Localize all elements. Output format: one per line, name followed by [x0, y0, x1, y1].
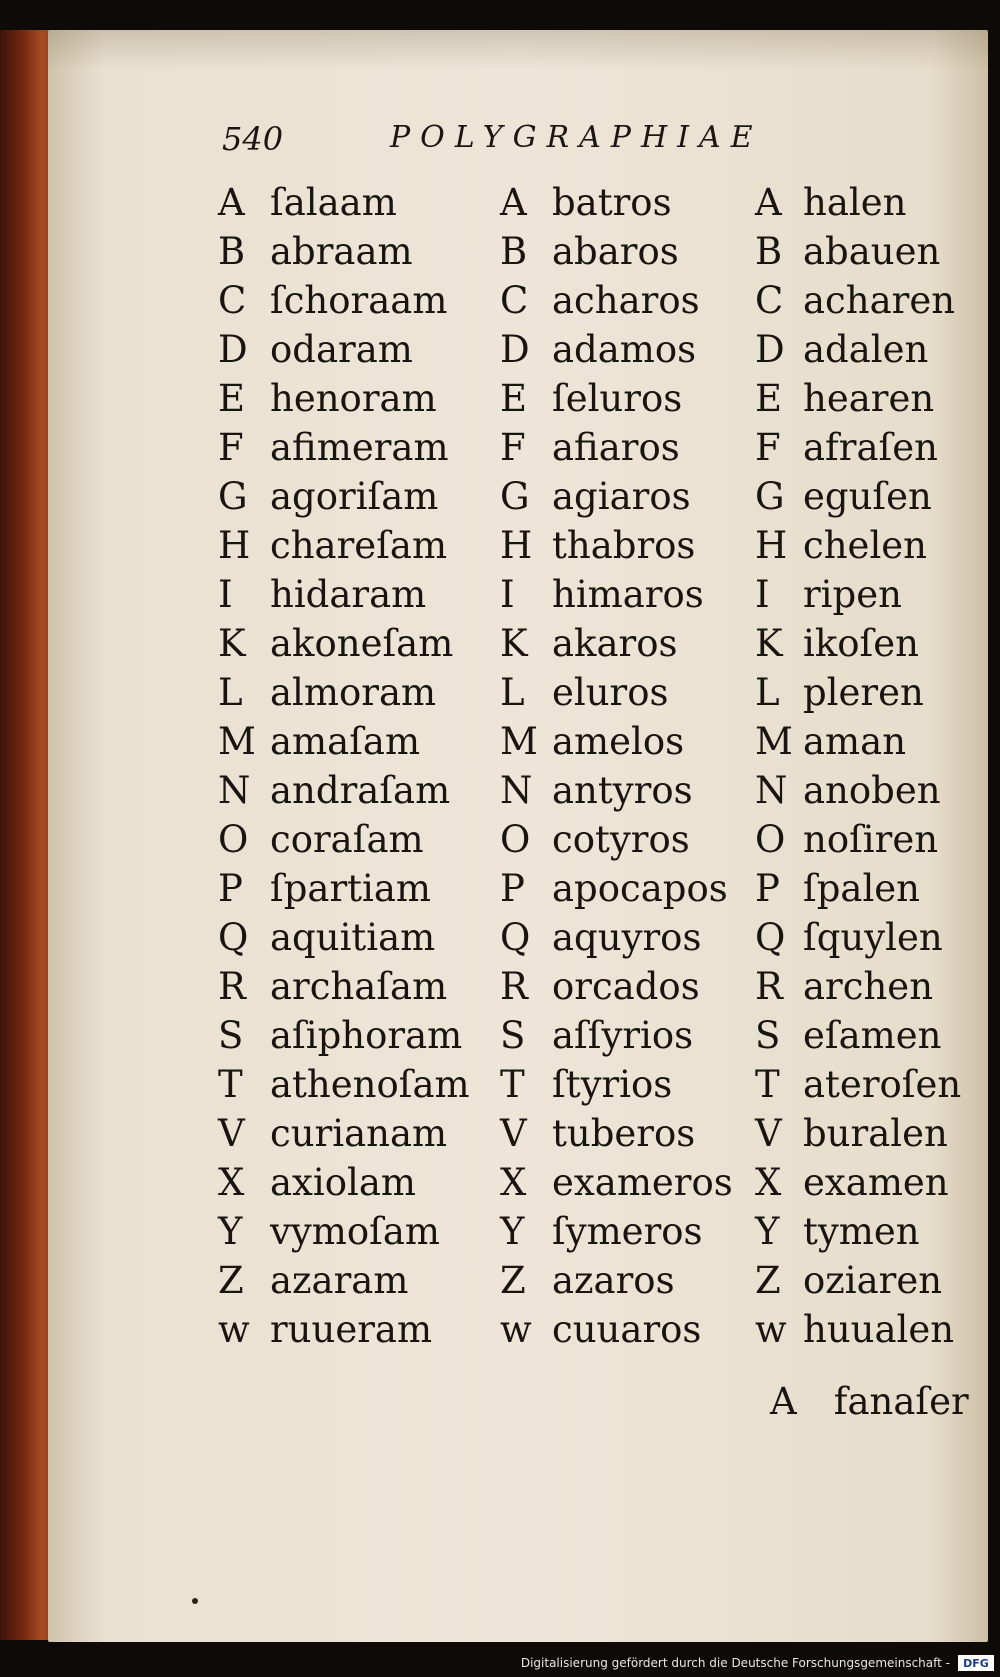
- cipher-word: andraſam: [270, 769, 451, 812]
- cipher-letter: Y: [755, 1210, 780, 1253]
- cipher-row: [755, 1256, 961, 1305]
- cipher-letter: S: [218, 1014, 244, 1057]
- cipher-letter: L: [755, 671, 780, 714]
- cipher-letter: O: [500, 818, 531, 861]
- cipher-letter: R: [500, 965, 528, 1008]
- cipher-row: [755, 1305, 961, 1354]
- cipher-letter: K: [218, 622, 246, 665]
- cipher-letter: S: [755, 1014, 781, 1057]
- alphabet-column-3: [755, 178, 961, 1354]
- cipher-word: curianam: [270, 1112, 448, 1155]
- cipher-row: [500, 178, 733, 227]
- cipher-word: aman: [803, 720, 907, 763]
- cipher-letter: O: [218, 818, 249, 861]
- cipher-word: abaros: [552, 230, 679, 273]
- cipher-row: [755, 1109, 961, 1158]
- cipher-word: abauen: [803, 230, 941, 273]
- cipher-word: aſiphoram: [270, 1014, 463, 1057]
- cipher-row: [755, 521, 961, 570]
- cipher-row: [500, 766, 733, 815]
- cipher-letter: I: [500, 573, 515, 616]
- cipher-letter: I: [218, 573, 233, 616]
- dfg-logo-icon: DFG: [958, 1655, 994, 1671]
- cipher-row: [218, 472, 470, 521]
- cipher-word: eguſen: [803, 475, 932, 518]
- cipher-letter: Z: [218, 1259, 244, 1302]
- cipher-letter: Y: [218, 1210, 243, 1253]
- running-title: POLYGRAPHIAE: [390, 120, 763, 155]
- cipher-letter: L: [500, 671, 525, 714]
- cipher-word: ſeluros: [552, 377, 683, 420]
- cipher-row: [755, 1011, 961, 1060]
- cipher-letter: w: [755, 1308, 787, 1351]
- cipher-letter: A: [500, 181, 527, 224]
- cipher-letter: T: [500, 1063, 525, 1106]
- cipher-word: henoram: [270, 377, 437, 420]
- cipher-row: [500, 423, 733, 472]
- cipher-word: eſamen: [803, 1014, 942, 1057]
- cipher-word: oziaren: [803, 1259, 943, 1302]
- cipher-letter: V: [218, 1112, 245, 1155]
- cipher-word: tymen: [803, 1210, 920, 1253]
- cipher-row: [500, 276, 733, 325]
- cipher-letter: X: [218, 1161, 245, 1204]
- cipher-word: vymoſam: [270, 1210, 441, 1253]
- cipher-row: [500, 619, 733, 668]
- cipher-letter: L: [218, 671, 243, 714]
- cipher-letter: N: [218, 769, 251, 812]
- cipher-letter: F: [755, 426, 781, 469]
- catchword-word: fanaſer: [833, 1380, 969, 1423]
- cipher-word: chareſam: [270, 524, 448, 567]
- cipher-row: [218, 1060, 470, 1109]
- cipher-letter: Q: [218, 916, 249, 959]
- cipher-letter: T: [218, 1063, 243, 1106]
- cipher-letter: I: [755, 573, 770, 616]
- cipher-word: adalen: [803, 328, 929, 371]
- cipher-row: [755, 913, 961, 962]
- cipher-letter: R: [218, 965, 246, 1008]
- cipher-row: [218, 1256, 470, 1305]
- cipher-word: almoram: [270, 671, 437, 714]
- cipher-letter: P: [500, 867, 525, 910]
- cipher-word: exameros: [552, 1161, 733, 1204]
- cipher-word: azaram: [270, 1259, 409, 1302]
- cipher-row: [500, 1256, 733, 1305]
- cipher-letter: Q: [500, 916, 531, 959]
- cipher-letter: Z: [755, 1259, 781, 1302]
- cipher-word: adamos: [552, 328, 697, 371]
- cipher-word: amelos: [552, 720, 685, 763]
- cipher-word: ſymeros: [552, 1210, 703, 1253]
- cipher-word: chelen: [803, 524, 928, 567]
- cipher-row: [218, 815, 470, 864]
- cipher-row: [218, 1109, 470, 1158]
- cipher-letter: M: [218, 720, 256, 763]
- cipher-word: noſiren: [803, 818, 939, 861]
- cipher-word: anoben: [803, 769, 941, 812]
- cipher-word: aſſyrios: [552, 1014, 694, 1057]
- ink-spot: [192, 1598, 198, 1604]
- cipher-letter: F: [500, 426, 526, 469]
- cipher-word: ſpalen: [803, 867, 920, 910]
- cipher-row: [755, 325, 961, 374]
- cipher-letter: N: [500, 769, 533, 812]
- cipher-row: [218, 1305, 470, 1354]
- cipher-letter: O: [755, 818, 786, 861]
- cipher-word: hidaram: [270, 573, 427, 616]
- cipher-letter: M: [755, 720, 793, 763]
- cipher-letter: V: [500, 1112, 527, 1155]
- cipher-letter: E: [755, 377, 783, 420]
- cipher-row: [500, 570, 733, 619]
- cipher-row: [218, 374, 470, 423]
- cipher-letter: K: [755, 622, 783, 665]
- cipher-word: ikoſen: [803, 622, 919, 665]
- cipher-letter: G: [500, 475, 530, 518]
- cipher-row: [755, 276, 961, 325]
- cipher-letter: C: [218, 279, 247, 322]
- cipher-row: [755, 472, 961, 521]
- cipher-word: huualen: [803, 1308, 955, 1351]
- cipher-word: afraſen: [803, 426, 938, 469]
- cipher-word: agiaros: [552, 475, 691, 518]
- cipher-word: ſquylen: [803, 916, 943, 959]
- cipher-letter: T: [755, 1063, 780, 1106]
- cipher-word: eluros: [552, 671, 669, 714]
- cipher-word: archen: [803, 965, 934, 1008]
- cipher-word: akaros: [552, 622, 678, 665]
- cipher-row: [500, 521, 733, 570]
- page-number: 540: [222, 120, 284, 158]
- cipher-letter: Q: [755, 916, 786, 959]
- cipher-word: ſpartiam: [270, 867, 431, 910]
- cipher-row: [218, 913, 470, 962]
- cipher-letter: E: [500, 377, 528, 420]
- cipher-letter: G: [755, 475, 785, 518]
- cipher-word: acharos: [552, 279, 700, 322]
- cipher-row: [755, 766, 961, 815]
- cipher-row: [218, 227, 470, 276]
- cipher-word: ſalaam: [270, 181, 397, 224]
- cipher-word: ſchoraam: [270, 279, 448, 322]
- cipher-letter: H: [500, 524, 533, 567]
- cipher-row: [500, 864, 733, 913]
- cipher-letter: S: [500, 1014, 526, 1057]
- cipher-row: [755, 178, 961, 227]
- cipher-word: orcados: [552, 965, 700, 1008]
- cipher-row: [218, 1158, 470, 1207]
- cipher-word: ſtyrios: [552, 1063, 673, 1106]
- cipher-word: afimeram: [270, 426, 449, 469]
- page-shadow: [48, 30, 988, 70]
- cipher-word: amaſam: [270, 720, 421, 763]
- cipher-letter: X: [755, 1161, 782, 1204]
- cipher-row: [500, 1060, 733, 1109]
- catchword-letter: A: [770, 1380, 797, 1423]
- cipher-row: [218, 570, 470, 619]
- cipher-row: [755, 668, 961, 717]
- cipher-row: [500, 1158, 733, 1207]
- cipher-letter: P: [755, 867, 780, 910]
- cipher-letter: w: [218, 1308, 250, 1351]
- cipher-word: hearen: [803, 377, 935, 420]
- cipher-row: [218, 668, 470, 717]
- cipher-row: [500, 1305, 733, 1354]
- footer-credit: Digitalisierung gefördert durch die Deutsche Forschungsgemeinschaft -: [520, 1656, 950, 1670]
- cipher-row: [755, 1158, 961, 1207]
- cipher-letter: D: [500, 328, 530, 371]
- cipher-letter: B: [755, 230, 783, 273]
- cipher-word: akoneſam: [270, 622, 454, 665]
- alphabet-column-2: [500, 178, 733, 1354]
- cipher-row: [218, 864, 470, 913]
- cipher-row: [500, 325, 733, 374]
- cipher-row: [500, 1011, 733, 1060]
- cipher-letter: K: [500, 622, 528, 665]
- cipher-letter: C: [755, 279, 784, 322]
- cipher-letter: D: [755, 328, 785, 371]
- cipher-row: [755, 962, 961, 1011]
- cipher-row: [755, 864, 961, 913]
- cipher-word: thabros: [552, 524, 696, 567]
- cipher-word: afiaros: [552, 426, 680, 469]
- cipher-row: [755, 1060, 961, 1109]
- cipher-row: [755, 227, 961, 276]
- cipher-letter: B: [218, 230, 246, 273]
- cipher-letter: Y: [500, 1210, 525, 1253]
- cipher-word: agoriſam: [270, 475, 439, 518]
- cipher-word: tuberos: [552, 1112, 696, 1155]
- cipher-letter: F: [218, 426, 244, 469]
- cipher-word: archaſam: [270, 965, 448, 1008]
- cipher-row: [218, 276, 470, 325]
- cipher-letter: B: [500, 230, 528, 273]
- cipher-word: abraam: [270, 230, 413, 273]
- cipher-letter: D: [218, 328, 248, 371]
- alphabet-column-1: [218, 178, 470, 1354]
- cipher-row: [755, 374, 961, 423]
- cipher-row: [218, 178, 470, 227]
- cipher-letter: P: [218, 867, 243, 910]
- cipher-row: [755, 815, 961, 864]
- cipher-word: azaros: [552, 1259, 675, 1302]
- cipher-letter: H: [755, 524, 788, 567]
- cipher-row: [755, 717, 961, 766]
- cipher-word: ateroſen: [803, 1063, 962, 1106]
- cipher-word: aquyros: [552, 916, 702, 959]
- cipher-letter: X: [500, 1161, 527, 1204]
- cipher-row: [218, 619, 470, 668]
- cipher-word: coraſam: [270, 818, 424, 861]
- cipher-row: [218, 766, 470, 815]
- cipher-row: [500, 913, 733, 962]
- cipher-word: athenoſam: [270, 1063, 470, 1106]
- cipher-row: [218, 325, 470, 374]
- cipher-row: [218, 521, 470, 570]
- cipher-word: examen: [803, 1161, 949, 1204]
- cipher-row: [755, 619, 961, 668]
- cipher-row: [218, 1207, 470, 1256]
- cipher-word: acharen: [803, 279, 956, 322]
- cipher-letter: C: [500, 279, 529, 322]
- cipher-row: [218, 423, 470, 472]
- cipher-row: [500, 1207, 733, 1256]
- cipher-word: axiolam: [270, 1161, 417, 1204]
- cipher-row: [218, 1011, 470, 1060]
- cipher-word: himaros: [552, 573, 704, 616]
- catchword: [770, 1380, 969, 1423]
- cipher-row: [218, 717, 470, 766]
- cipher-letter: Z: [500, 1259, 526, 1302]
- cipher-word: pleren: [803, 671, 924, 714]
- cipher-word: buralen: [803, 1112, 948, 1155]
- cipher-word: antyros: [552, 769, 693, 812]
- cipher-letter: A: [755, 181, 782, 224]
- cipher-row: [218, 962, 470, 1011]
- cipher-word: odaram: [270, 328, 413, 371]
- cipher-word: ruueram: [270, 1308, 433, 1351]
- cipher-word: cotyros: [552, 818, 690, 861]
- cipher-letter: w: [500, 1308, 532, 1351]
- cipher-row: [755, 570, 961, 619]
- cipher-row: [500, 227, 733, 276]
- cipher-letter: H: [218, 524, 251, 567]
- cipher-letter: R: [755, 965, 783, 1008]
- cipher-row: [500, 472, 733, 521]
- cipher-row: [500, 962, 733, 1011]
- cipher-word: batros: [552, 181, 672, 224]
- cipher-word: halen: [803, 181, 907, 224]
- cipher-row: [500, 668, 733, 717]
- cipher-row: [500, 374, 733, 423]
- cipher-row: [755, 1207, 961, 1256]
- cipher-letter: A: [218, 181, 245, 224]
- cipher-row: [755, 423, 961, 472]
- cipher-word: apocapos: [552, 867, 728, 910]
- cipher-row: [500, 815, 733, 864]
- cipher-letter: G: [218, 475, 248, 518]
- cipher-letter: V: [755, 1112, 782, 1155]
- cipher-letter: E: [218, 377, 246, 420]
- cipher-word: cuuaros: [552, 1308, 702, 1351]
- cipher-row: [500, 1109, 733, 1158]
- cipher-letter: N: [755, 769, 788, 812]
- cipher-word: aquitiam: [270, 916, 436, 959]
- cipher-letter: M: [500, 720, 538, 763]
- cipher-word: ripen: [803, 573, 902, 616]
- cipher-row: [500, 717, 733, 766]
